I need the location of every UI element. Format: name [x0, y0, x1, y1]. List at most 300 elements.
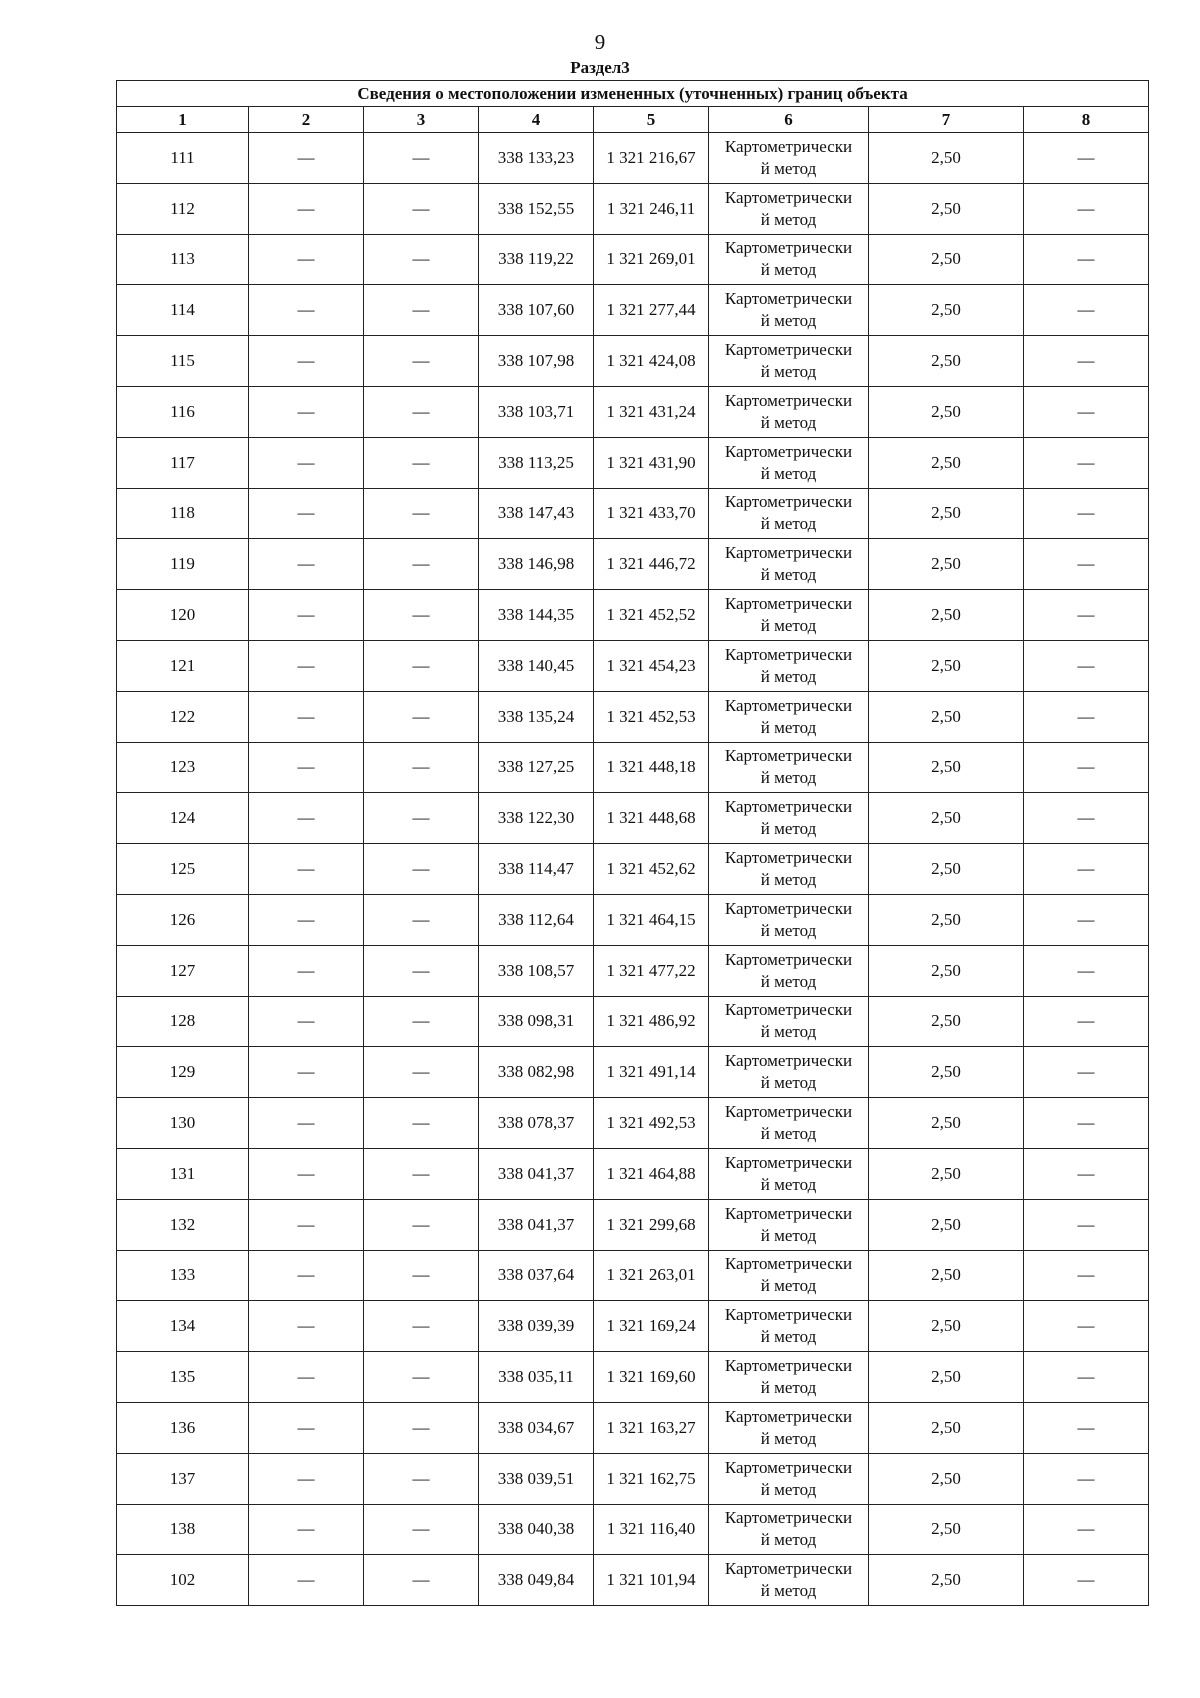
method-line-1: Картометрически [724, 1152, 853, 1172]
col8-cell: — [1024, 488, 1149, 539]
col2-cell: — [249, 133, 364, 184]
col8-cell: — [1024, 1555, 1149, 1606]
col2-cell: — [249, 945, 364, 996]
y-coordinate-cell: 1 321 163,27 [594, 1402, 709, 1453]
method-cell [709, 133, 869, 184]
accuracy-cell: 2,50 [869, 1555, 1024, 1606]
y-coordinate-cell: 1 321 263,01 [594, 1250, 709, 1301]
col3-cell: — [364, 590, 479, 641]
point-number-cell: 126 [117, 894, 249, 945]
accuracy-cell: 2,50 [869, 1250, 1024, 1301]
method-line-2: й метод [760, 565, 817, 585]
method-line-1: Картометрически [724, 1305, 853, 1325]
y-coordinate-cell: 1 321 277,44 [594, 285, 709, 336]
table-row [117, 1148, 1149, 1199]
method-cell [709, 386, 869, 437]
table-row [117, 996, 1149, 1047]
accuracy-cell: 2,50 [869, 1199, 1024, 1250]
y-coordinate-cell: 1 321 454,23 [594, 640, 709, 691]
col3-cell: — [364, 1352, 479, 1403]
x-coordinate-cell: 338 152,55 [479, 183, 594, 234]
x-coordinate-cell: 338 113,25 [479, 437, 594, 488]
col3-cell: — [364, 488, 479, 539]
x-coordinate-cell: 338 082,98 [479, 1047, 594, 1098]
method-line-2: й метод [760, 870, 817, 890]
method-line-1: Картометрически [724, 1102, 853, 1122]
accuracy-cell: 2,50 [869, 1504, 1024, 1555]
x-coordinate-cell: 338 107,60 [479, 285, 594, 336]
point-number-cell: 112 [117, 183, 249, 234]
x-coordinate-cell: 338 037,64 [479, 1250, 594, 1301]
method-line-2: й метод [760, 1174, 817, 1194]
col8-cell: — [1024, 183, 1149, 234]
method-line-1: Картометрически [724, 1000, 853, 1020]
accuracy-cell: 2,50 [869, 285, 1024, 336]
x-coordinate-cell: 338 140,45 [479, 640, 594, 691]
col8-cell: — [1024, 1250, 1149, 1301]
col2-cell: — [249, 183, 364, 234]
x-coordinate-cell: 338 146,98 [479, 539, 594, 590]
point-number-cell: 118 [117, 488, 249, 539]
x-coordinate-cell: 338 041,37 [479, 1148, 594, 1199]
col2-cell: — [249, 844, 364, 895]
col2-cell: — [249, 1148, 364, 1199]
column-header: 4 [479, 107, 594, 133]
method-cell [709, 285, 869, 336]
column-header: 6 [709, 107, 869, 133]
method-line-1: Картометрически [724, 543, 853, 563]
method-cell [709, 894, 869, 945]
table-row [117, 1453, 1149, 1504]
x-coordinate-cell: 338 133,23 [479, 133, 594, 184]
col8-cell: — [1024, 1148, 1149, 1199]
x-coordinate-cell: 338 040,38 [479, 1504, 594, 1555]
method-cell [709, 1453, 869, 1504]
y-coordinate-cell: 1 321 162,75 [594, 1453, 709, 1504]
point-number-cell: 132 [117, 1199, 249, 1250]
method-line-1: Картометрически [724, 746, 853, 766]
method-line-2: й метод [760, 1428, 817, 1448]
table-row [117, 133, 1149, 184]
y-coordinate-cell: 1 321 477,22 [594, 945, 709, 996]
col8-cell: — [1024, 844, 1149, 895]
column-header: 1 [117, 107, 249, 133]
method-line-2: й метод [760, 920, 817, 940]
table-row [117, 1199, 1149, 1250]
method-cell [709, 1148, 869, 1199]
col8-cell: — [1024, 539, 1149, 590]
x-coordinate-cell: 338 078,37 [479, 1098, 594, 1149]
method-line-2: й метод [760, 717, 817, 737]
col2-cell: — [249, 1555, 364, 1606]
col8-cell: — [1024, 640, 1149, 691]
col8-cell: — [1024, 234, 1149, 285]
method-line-2: й метод [760, 1378, 817, 1398]
point-number-cell: 125 [117, 844, 249, 895]
col8-cell: — [1024, 1199, 1149, 1250]
method-cell [709, 437, 869, 488]
col2-cell: — [249, 1047, 364, 1098]
x-coordinate-cell: 338 114,47 [479, 844, 594, 895]
col2-cell: — [249, 590, 364, 641]
x-coordinate-cell: 338 127,25 [479, 742, 594, 793]
table-row [117, 1352, 1149, 1403]
col2-cell: — [249, 488, 364, 539]
col2-cell: — [249, 894, 364, 945]
table-row [117, 1402, 1149, 1453]
x-coordinate-cell: 338 034,67 [479, 1402, 594, 1453]
y-coordinate-cell: 1 321 116,40 [594, 1504, 709, 1555]
method-line-1: Картометрически [724, 695, 853, 715]
accuracy-cell: 2,50 [869, 945, 1024, 996]
y-coordinate-cell: 1 321 431,24 [594, 386, 709, 437]
method-cell [709, 691, 869, 742]
col3-cell: — [364, 1555, 479, 1606]
column-header: 5 [594, 107, 709, 133]
y-coordinate-cell: 1 321 452,62 [594, 844, 709, 895]
method-line-2: й метод [760, 362, 817, 382]
col3-cell: — [364, 894, 479, 945]
method-line-2: й метод [760, 666, 817, 686]
table-row [117, 894, 1149, 945]
col8-cell: — [1024, 590, 1149, 641]
boundary-coordinates-table [116, 80, 1149, 1606]
method-cell [709, 1098, 869, 1149]
x-coordinate-cell: 338 122,30 [479, 793, 594, 844]
method-line-2: й метод [760, 1530, 817, 1550]
col2-cell: — [249, 234, 364, 285]
method-line-1: Картометрически [724, 949, 853, 969]
col2-cell: — [249, 996, 364, 1047]
accuracy-cell: 2,50 [869, 1453, 1024, 1504]
col8-cell: — [1024, 691, 1149, 742]
accuracy-cell: 2,50 [869, 894, 1024, 945]
page-number: 9 [594, 30, 606, 54]
point-number-cell: 111 [117, 133, 249, 184]
point-number-cell: 135 [117, 1352, 249, 1403]
col3-cell: — [364, 285, 479, 336]
table-row [117, 945, 1149, 996]
col8-cell: — [1024, 133, 1149, 184]
method-cell [709, 590, 869, 641]
point-number-cell: 136 [117, 1402, 249, 1453]
method-line-1: Картометрически [724, 238, 853, 258]
method-line-1: Картометрически [724, 1406, 853, 1426]
method-line-1: Картометрически [724, 1203, 853, 1223]
col2-cell: — [249, 1504, 364, 1555]
point-number-cell: 128 [117, 996, 249, 1047]
col8-cell: — [1024, 742, 1149, 793]
accuracy-cell: 2,50 [869, 133, 1024, 184]
table-row [117, 793, 1149, 844]
y-coordinate-cell: 1 321 446,72 [594, 539, 709, 590]
table-row [117, 1098, 1149, 1149]
col2-cell: — [249, 742, 364, 793]
point-number-cell: 133 [117, 1250, 249, 1301]
table-body [117, 133, 1149, 1606]
method-cell [709, 1504, 869, 1555]
col2-cell: — [249, 1301, 364, 1352]
method-line-2: й метод [760, 412, 817, 432]
table-row [117, 1504, 1149, 1555]
accuracy-cell: 2,50 [869, 386, 1024, 437]
table-row [117, 539, 1149, 590]
method-line-1: Картометрически [724, 1508, 853, 1528]
col3-cell: — [364, 1301, 479, 1352]
point-number-cell: 117 [117, 437, 249, 488]
method-line-1: Картометрически [724, 390, 853, 410]
col3-cell: — [364, 945, 479, 996]
col2-cell: — [249, 1352, 364, 1403]
table-row [117, 336, 1149, 387]
method-line-1: Картометрически [724, 644, 853, 664]
point-number-cell: 122 [117, 691, 249, 742]
method-line-1: Картометрически [724, 136, 853, 156]
method-cell [709, 1555, 869, 1606]
method-line-2: й метод [760, 158, 817, 178]
point-number-cell: 137 [117, 1453, 249, 1504]
col3-cell: — [364, 640, 479, 691]
point-number-cell: 134 [117, 1301, 249, 1352]
method-cell [709, 996, 869, 1047]
method-cell [709, 539, 869, 590]
method-line-2: й метод [760, 209, 817, 229]
point-number-cell: 115 [117, 336, 249, 387]
accuracy-cell: 2,50 [869, 691, 1024, 742]
x-coordinate-cell: 338 144,35 [479, 590, 594, 641]
accuracy-cell: 2,50 [869, 1301, 1024, 1352]
table-row [117, 488, 1149, 539]
method-cell [709, 1402, 869, 1453]
table-row [117, 386, 1149, 437]
y-coordinate-cell: 1 321 169,60 [594, 1352, 709, 1403]
y-coordinate-cell: 1 321 491,14 [594, 1047, 709, 1098]
method-cell [709, 234, 869, 285]
y-coordinate-cell: 1 321 269,01 [594, 234, 709, 285]
method-line-2: й метод [760, 260, 817, 280]
col3-cell: — [364, 1047, 479, 1098]
table-row [117, 183, 1149, 234]
method-line-2: й метод [760, 1276, 817, 1296]
method-line-1: Картометрически [724, 797, 853, 817]
col3-cell: — [364, 1402, 479, 1453]
accuracy-cell: 2,50 [869, 996, 1024, 1047]
method-cell [709, 1301, 869, 1352]
method-line-2: й метод [760, 1022, 817, 1042]
y-coordinate-cell: 1 321 448,18 [594, 742, 709, 793]
method-line-1: Картометрически [724, 289, 853, 309]
method-line-1: Картометрически [724, 1457, 853, 1477]
col8-cell: — [1024, 945, 1149, 996]
point-number-cell: 130 [117, 1098, 249, 1149]
table-row [117, 1047, 1149, 1098]
col2-cell: — [249, 1098, 364, 1149]
table-row [117, 285, 1149, 336]
x-coordinate-cell: 338 098,31 [479, 996, 594, 1047]
method-cell [709, 742, 869, 793]
y-coordinate-cell: 1 321 216,67 [594, 133, 709, 184]
accuracy-cell: 2,50 [869, 742, 1024, 793]
col3-cell: — [364, 1453, 479, 1504]
y-coordinate-cell: 1 321 299,68 [594, 1199, 709, 1250]
col2-cell: — [249, 336, 364, 387]
point-number-cell: 116 [117, 386, 249, 437]
method-line-2: й метод [760, 616, 817, 636]
x-coordinate-cell: 338 039,39 [479, 1301, 594, 1352]
method-cell [709, 1250, 869, 1301]
accuracy-cell: 2,50 [869, 844, 1024, 895]
x-coordinate-cell: 338 107,98 [479, 336, 594, 387]
table-row [117, 742, 1149, 793]
col3-cell: — [364, 437, 479, 488]
col8-cell: — [1024, 1098, 1149, 1149]
method-line-2: й метод [760, 1327, 817, 1347]
y-coordinate-cell: 1 321 452,52 [594, 590, 709, 641]
table-row [117, 1301, 1149, 1352]
col2-cell: — [249, 793, 364, 844]
method-line-2: й метод [760, 1073, 817, 1093]
table-row [117, 844, 1149, 895]
method-line-2: й метод [760, 819, 817, 839]
col2-cell: — [249, 1199, 364, 1250]
col8-cell: — [1024, 996, 1149, 1047]
method-cell [709, 488, 869, 539]
method-line-1: Картометрически [724, 1051, 853, 1071]
col3-cell: — [364, 336, 479, 387]
method-line-1: Картометрически [724, 1254, 853, 1274]
accuracy-cell: 2,50 [869, 1098, 1024, 1149]
method-line-1: Картометрически [724, 441, 853, 461]
point-number-cell: 114 [117, 285, 249, 336]
point-number-cell: 120 [117, 590, 249, 641]
col3-cell: — [364, 996, 479, 1047]
method-line-2: й метод [760, 311, 817, 331]
accuracy-cell: 2,50 [869, 336, 1024, 387]
column-header: 3 [364, 107, 479, 133]
accuracy-cell: 2,50 [869, 640, 1024, 691]
point-number-cell: 119 [117, 539, 249, 590]
y-coordinate-cell: 1 321 101,94 [594, 1555, 709, 1606]
col3-cell: — [364, 1199, 479, 1250]
point-number-cell: 124 [117, 793, 249, 844]
accuracy-cell: 2,50 [869, 234, 1024, 285]
accuracy-cell: 2,50 [869, 488, 1024, 539]
point-number-cell: 129 [117, 1047, 249, 1098]
col8-cell: — [1024, 1301, 1149, 1352]
accuracy-cell: 2,50 [869, 590, 1024, 641]
y-coordinate-cell: 1 321 452,53 [594, 691, 709, 742]
x-coordinate-cell: 338 049,84 [479, 1555, 594, 1606]
col3-cell: — [364, 1250, 479, 1301]
method-cell [709, 793, 869, 844]
table-row [117, 437, 1149, 488]
col2-cell: — [249, 640, 364, 691]
col2-cell: — [249, 1453, 364, 1504]
col2-cell: — [249, 1402, 364, 1453]
y-coordinate-cell: 1 321 464,88 [594, 1148, 709, 1199]
col8-cell: — [1024, 1402, 1149, 1453]
col2-cell: — [249, 437, 364, 488]
col8-cell: — [1024, 1047, 1149, 1098]
col2-cell: — [249, 1250, 364, 1301]
column-number-row [117, 107, 1149, 133]
column-header: 7 [869, 107, 1024, 133]
method-cell [709, 945, 869, 996]
accuracy-cell: 2,50 [869, 1402, 1024, 1453]
x-coordinate-cell: 338 103,71 [479, 386, 594, 437]
accuracy-cell: 2,50 [869, 1352, 1024, 1403]
y-coordinate-cell: 1 321 492,53 [594, 1098, 709, 1149]
y-coordinate-cell: 1 321 246,11 [594, 183, 709, 234]
col8-cell: — [1024, 1504, 1149, 1555]
table-row [117, 234, 1149, 285]
col3-cell: — [364, 183, 479, 234]
method-line-1: Картометрически [724, 594, 853, 614]
method-line-2: й метод [760, 1479, 817, 1499]
method-line-2: й метод [760, 971, 817, 991]
table-caption: Сведения о местоположении измененных (уточненных) границ объекта [117, 81, 1149, 107]
method-line-2: й метод [760, 1581, 817, 1601]
col8-cell: — [1024, 1453, 1149, 1504]
col8-cell: — [1024, 285, 1149, 336]
col3-cell: — [364, 1504, 479, 1555]
column-header: 8 [1024, 107, 1149, 133]
col3-cell: — [364, 133, 479, 184]
method-cell [709, 1047, 869, 1098]
method-cell [709, 640, 869, 691]
col8-cell: — [1024, 793, 1149, 844]
y-coordinate-cell: 1 321 424,08 [594, 336, 709, 387]
col8-cell: — [1024, 894, 1149, 945]
col3-cell: — [364, 844, 479, 895]
method-cell [709, 183, 869, 234]
method-line-2: й метод [760, 514, 817, 534]
x-coordinate-cell: 338 135,24 [479, 691, 594, 742]
method-line-1: Картометрически [724, 492, 853, 512]
y-coordinate-cell: 1 321 486,92 [594, 996, 709, 1047]
y-coordinate-cell: 1 321 448,68 [594, 793, 709, 844]
y-coordinate-cell: 1 321 464,15 [594, 894, 709, 945]
method-cell [709, 336, 869, 387]
point-number-cell: 121 [117, 640, 249, 691]
point-number-cell: 113 [117, 234, 249, 285]
col3-cell: — [364, 1148, 479, 1199]
x-coordinate-cell: 338 147,43 [479, 488, 594, 539]
x-coordinate-cell: 338 039,51 [479, 1453, 594, 1504]
point-number-cell: 123 [117, 742, 249, 793]
method-line-1: Картометрически [724, 898, 853, 918]
y-coordinate-cell: 1 321 431,90 [594, 437, 709, 488]
section-title: Раздел3 [570, 58, 630, 77]
accuracy-cell: 2,50 [869, 793, 1024, 844]
method-line-1: Картометрически [724, 1559, 853, 1579]
column-header: 2 [249, 107, 364, 133]
method-cell [709, 1352, 869, 1403]
x-coordinate-cell: 338 041,37 [479, 1199, 594, 1250]
method-line-2: й метод [760, 768, 817, 788]
col3-cell: — [364, 1098, 479, 1149]
point-number-cell: 102 [117, 1555, 249, 1606]
method-line-1: Картометрически [724, 340, 853, 360]
table-row [117, 1250, 1149, 1301]
point-number-cell: 127 [117, 945, 249, 996]
method-cell [709, 1199, 869, 1250]
col8-cell: — [1024, 437, 1149, 488]
accuracy-cell: 2,50 [869, 1148, 1024, 1199]
method-line-1: Картометрически [724, 848, 853, 868]
col8-cell: — [1024, 1352, 1149, 1403]
table-row [117, 590, 1149, 641]
